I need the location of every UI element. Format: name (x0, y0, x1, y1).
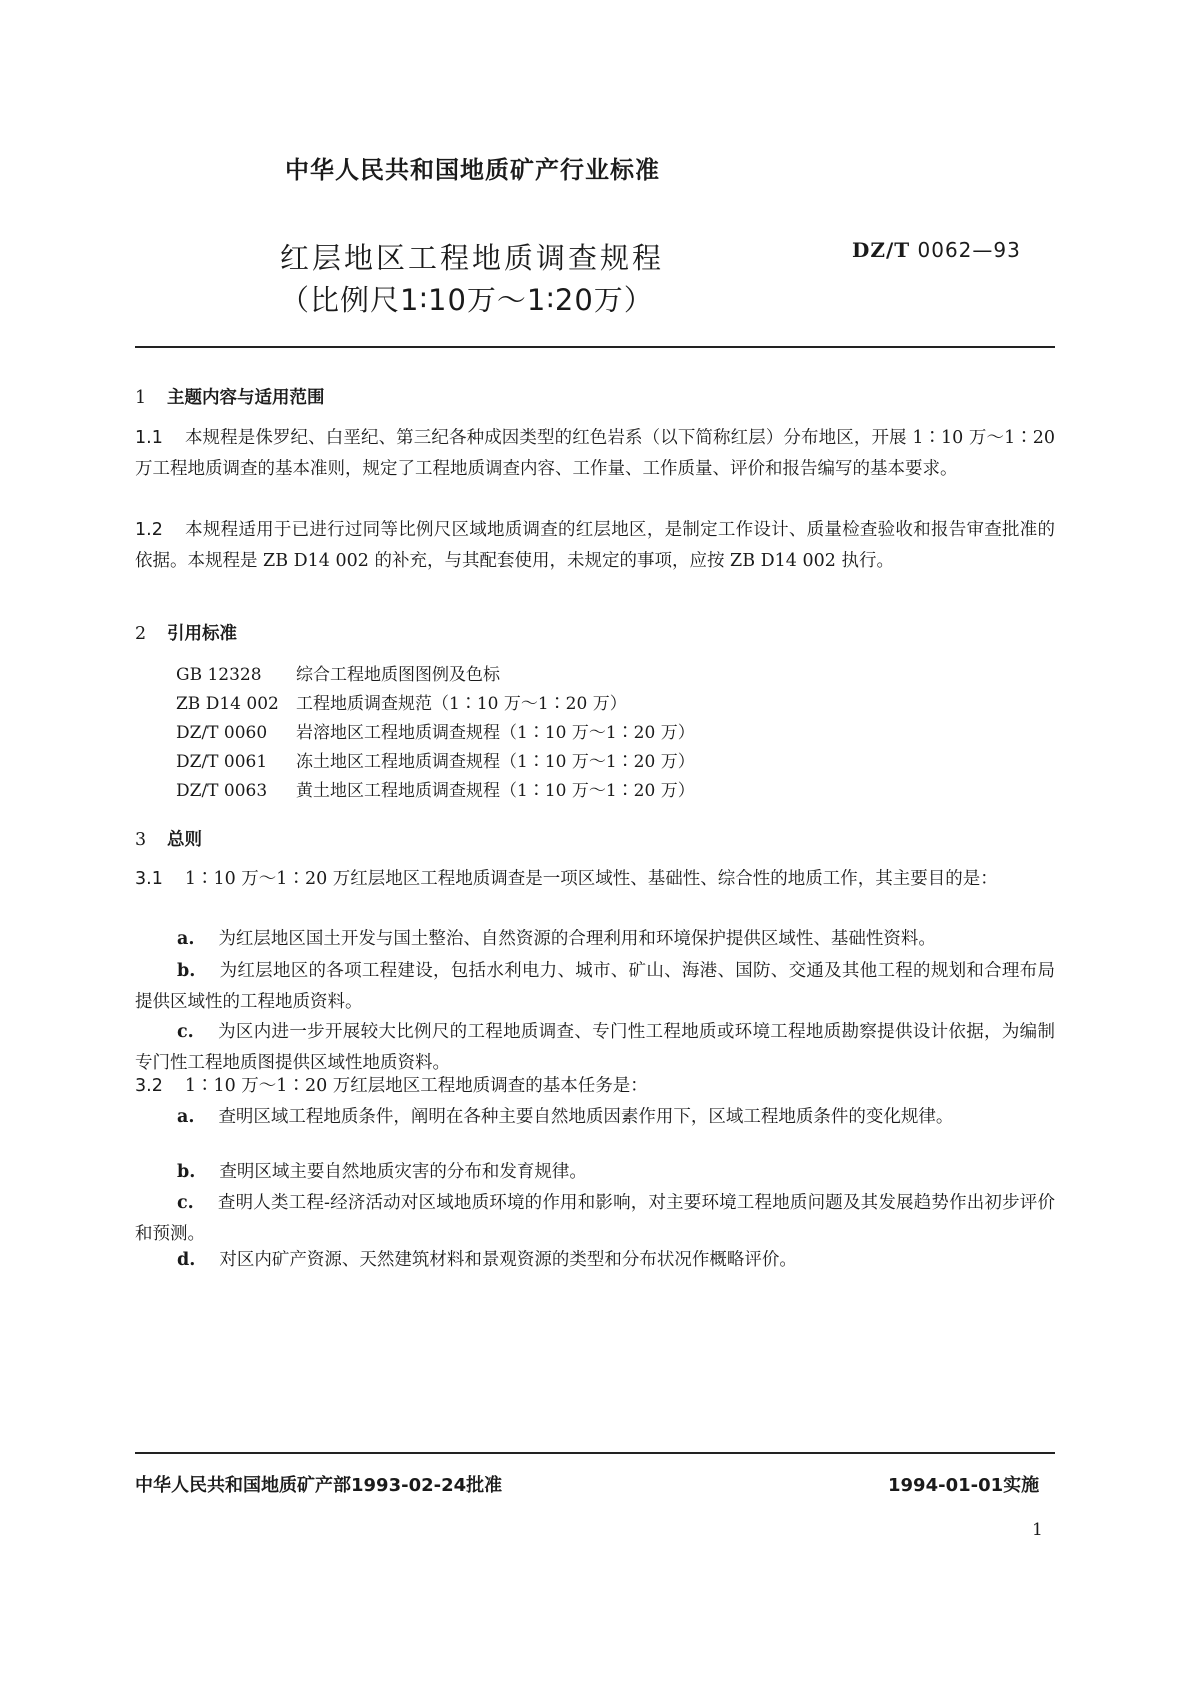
clause-1-2 (135, 515, 1055, 577)
reference-code: DZ/T 0061 (176, 752, 268, 772)
section-title: 总则 (167, 830, 202, 850)
item-label: a. (177, 929, 195, 949)
item-label: c. (177, 1022, 194, 1042)
item-text: 查明人类工程-经济活动对区域地质环境的作用和影响，对主要环境工程地质问题及其发展趋势作出初步评价和预测。 (135, 1193, 1055, 1244)
clause-number: 3.1 (135, 869, 163, 889)
item-label: d. (177, 1250, 196, 1270)
list-item (135, 1245, 1055, 1276)
clause-text: 本规程适用于已进行过同等比例尺区域地质调查的红层地区，是制定工作设计、质量检查验收和报告审查批准的依据。本规程是 ZB D14 002 的补充，与其配套使用，未规定的事项，应按 ZB D14 002 执行。 (135, 520, 1055, 571)
reference-item (176, 718, 695, 748)
section-heading-1 (135, 384, 325, 409)
reference-code: ZB D14 002 (176, 694, 279, 714)
item-text: 查明区域工程地质条件，阐明在各种主要自然地质因素作用下，区域工程地质条件的变化规律。 (218, 1107, 954, 1127)
list-item (135, 1157, 1055, 1188)
item-label: b. (177, 961, 196, 981)
item-label: a. (177, 1107, 195, 1127)
clause-number: 1.2 (135, 520, 163, 540)
list-item (135, 1102, 1055, 1133)
bottom-divider (135, 1452, 1055, 1454)
section-number: 3 (135, 830, 147, 850)
reference-name: 工程地质调查规范（1∶10 万～1∶20 万） (296, 694, 627, 714)
section-number: 1 (135, 388, 147, 408)
item-label: c. (177, 1193, 194, 1213)
item-text: 对区内矿产资源、天然建筑材料和景观资源的类型和分布状况作概略评价。 (219, 1250, 797, 1270)
item-text: 为区内进一步开展较大比例尺的工程地质调查、专门性工程地质或环境工程地质勘察提供设计依据，为编制专门性工程地质图提供区域性地质资料。 (135, 1022, 1055, 1073)
standard-code-prefix: DZ/T (852, 238, 911, 262)
clause-number: 3.2 (135, 1076, 163, 1096)
list-item (135, 1188, 1055, 1250)
clause-number: 1.1 (135, 428, 163, 448)
reference-name: 岩溶地区工程地质调查规程（1∶10 万～1∶20 万） (296, 723, 695, 743)
clause-3-2 (135, 1071, 1055, 1102)
approval-line: 中华人民共和国地质矿产部1993-02-24批准 (135, 1475, 503, 1496)
reference-code: DZ/T 0063 (176, 781, 268, 801)
section-heading-2 (135, 620, 237, 645)
section-number: 2 (135, 624, 147, 644)
section-title: 主题内容与适用范围 (167, 388, 325, 408)
reference-item (176, 776, 695, 806)
standard-code (852, 238, 1021, 262)
reference-name: 综合工程地质图图例及色标 (296, 665, 500, 685)
standard-category: 中华人民共和国地质矿产行业标准 (285, 156, 660, 184)
reference-code: DZ/T 0060 (176, 723, 268, 743)
clause-text: 本规程是侏罗纪、白垩纪、第三纪各种成因类型的红色岩系（以下简称红层）分布地区，开展 1∶10 万～1∶20 万工程地质调查的基本准则，规定了工程地质调查内容、工作量、工作质量、评价和报告编写的基本要求。 (135, 428, 1055, 479)
list-item (135, 956, 1055, 1018)
item-text: 查明区域主要自然地质灾害的分布和发育规律。 (219, 1162, 587, 1182)
section-heading-3 (135, 826, 202, 851)
standard-code-number: 0062—93 (917, 238, 1021, 262)
top-divider (135, 346, 1055, 348)
document-title: 红层地区工程地质调查规程 (280, 241, 665, 275)
reference-item (176, 747, 695, 777)
reference-name: 黄土地区工程地质调查规程（1∶10 万～1∶20 万） (296, 781, 695, 801)
reference-code: GB 12328 (176, 665, 262, 685)
page-number: 1 (1032, 1520, 1043, 1540)
section-title: 引用标准 (167, 624, 237, 644)
item-text: 为红层地区的各项工程建设，包括水利电力、城市、矿山、海港、国防、交通及其他工程的规划和合理布局提供区域性的工程地质资料。 (135, 961, 1055, 1012)
reference-item (176, 689, 627, 719)
item-text: 为红层地区国土开发与国土整治、自然资源的合理利用和环境保护提供区域性、基础性资料。 (218, 929, 936, 949)
document-subtitle: （比例尺1∶10万～1∶20万） (280, 283, 654, 317)
list-item (135, 1017, 1055, 1079)
implementation-date: 1994-01-01实施 (888, 1475, 1040, 1496)
clause-text: 1∶10 万～1∶20 万红层地区工程地质调查的基本任务是： (184, 1076, 648, 1096)
item-label: b. (177, 1162, 196, 1182)
clause-3-1 (135, 864, 1055, 895)
reference-item (176, 660, 500, 690)
list-item (135, 924, 1055, 955)
clause-1-1 (135, 423, 1055, 485)
clause-text: 1∶10 万～1∶20 万红层地区工程地质调查是一项区域性、基础性、综合性的地质工作，其主要目的是： (184, 869, 998, 889)
reference-name: 冻土地区工程地质调查规程（1∶10 万～1∶20 万） (296, 752, 695, 772)
